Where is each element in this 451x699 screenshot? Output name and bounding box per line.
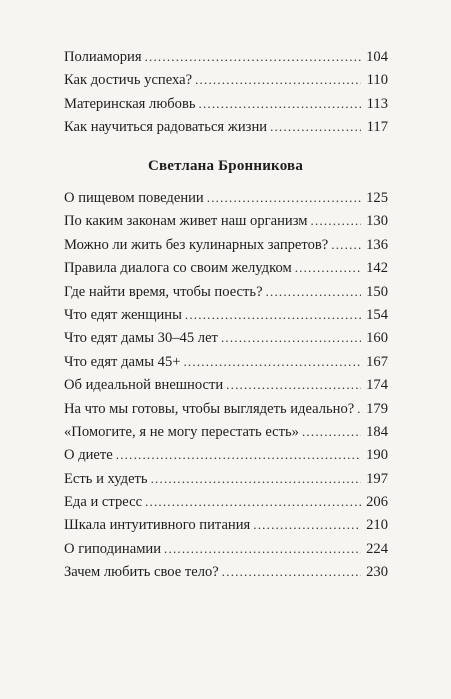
toc-entry-title: Как достичь успеха? — [64, 72, 193, 89]
toc-entry — [64, 467, 388, 490]
toc-entry-page-number: 125 — [366, 190, 388, 206]
toc-entry — [64, 490, 388, 513]
dot-leader — [199, 92, 362, 115]
toc-entry — [64, 537, 388, 560]
dot-leader — [207, 186, 361, 209]
dot-leader — [185, 303, 361, 326]
toc-entry-page-number: 197 — [366, 470, 388, 487]
toc-entry-title: «Помогите, я не могу перестать есть» — [64, 423, 299, 440]
dot-leader — [151, 467, 361, 490]
toc-entry-page-number: 184 — [366, 423, 388, 440]
toc-entry — [64, 280, 388, 303]
toc-entry — [64, 45, 388, 68]
toc-entry-title: Правила диалога со своим желудком — [64, 260, 292, 277]
toc-entry-page-number: 150 — [366, 283, 388, 300]
toc-entry-page-number: 167 — [366, 353, 388, 370]
toc-entry — [64, 303, 388, 326]
toc-entry — [64, 350, 388, 373]
dot-leader — [183, 350, 361, 373]
toc-entry — [64, 92, 388, 115]
toc-entry-title: Зачем любить свое тело? — [64, 564, 219, 581]
section-heading: Светлана Бронникова — [147, 158, 304, 174]
toc-entry-title: Об идеальной внешности — [64, 377, 224, 394]
toc-entry — [64, 397, 388, 420]
dot-leader — [221, 326, 361, 349]
toc-entry-title: Что едят дамы 30–45 лет — [64, 330, 218, 347]
toc-entry — [64, 326, 388, 349]
dot-leader — [253, 513, 361, 536]
toc-entry-title: Есть и худеть — [64, 470, 148, 487]
toc-entry — [64, 209, 388, 232]
toc-entry — [64, 233, 388, 256]
toc-entry-title: Полиамория — [64, 49, 142, 65]
toc-entry-page-number: 179 — [366, 400, 388, 417]
toc-entry-title: Шкала интуитивного питания — [64, 517, 251, 534]
dot-leader — [311, 209, 361, 232]
toc-entry-title: Где найти время, чтобы поесть? — [64, 283, 263, 300]
toc-entry-page-number: 154 — [366, 306, 388, 323]
dot-leader — [164, 537, 361, 560]
dot-leader — [226, 373, 361, 396]
toc-entry-title: Что едят дамы 45+ — [64, 353, 181, 370]
toc-top-list — [64, 45, 388, 139]
toc-entry-page-number: 190 — [366, 447, 388, 464]
dot-leader — [331, 233, 361, 256]
toc-entry-title: Можно ли жить без кулинарных запретов? — [64, 236, 329, 253]
toc-entry-page-number: 142 — [366, 260, 388, 277]
toc-entry-page-number: 130 — [366, 213, 388, 230]
toc-entry-page-number: 230 — [366, 564, 388, 581]
toc-entry-page-number: 224 — [366, 540, 388, 557]
dot-leader — [145, 45, 361, 68]
toc-entry-title: О пищевом поведении — [64, 190, 204, 206]
toc-entry — [64, 115, 388, 138]
dot-leader — [295, 256, 361, 279]
dot-leader — [270, 115, 361, 138]
toc-entry — [64, 68, 388, 91]
dot-leader — [222, 560, 361, 583]
toc-entry-title: Материнская любовь — [64, 95, 196, 112]
toc-entry-title: По каким законам живет наш организм — [64, 213, 308, 230]
toc-entry — [64, 256, 388, 279]
toc-entry-page-number: 113 — [366, 95, 388, 112]
toc-entry-page-number: 174 — [366, 377, 388, 394]
toc-entry-title: Как научиться радоваться жизни — [64, 119, 268, 136]
toc-entry-page-number: 104 — [366, 49, 388, 65]
toc-entry-page-number: 206 — [366, 494, 388, 511]
dot-leader — [302, 420, 361, 443]
toc-entry-page-number: 110 — [366, 72, 388, 89]
toc-entry-title: Еда и стресс — [64, 494, 143, 511]
toc-section-list — [64, 186, 388, 584]
dot-leader — [266, 280, 361, 303]
toc-entry-page-number: 160 — [366, 330, 388, 347]
toc-entry — [64, 420, 388, 443]
dot-leader — [195, 68, 361, 91]
toc-entry-title: На что мы готовы, чтобы выглядеть идеально? — [64, 400, 355, 417]
toc-entry-page-number: 136 — [366, 236, 388, 253]
toc-entry-page-number: 210 — [366, 517, 388, 534]
toc-entry-title: О диете — [64, 447, 113, 464]
dot-leader — [357, 397, 361, 420]
toc-entry-title: Что едят женщины — [64, 306, 182, 323]
toc-entry-page-number: 117 — [366, 119, 388, 136]
dot-leader — [116, 443, 361, 466]
dot-leader — [145, 490, 361, 513]
toc-entry — [64, 560, 388, 583]
toc-entry — [64, 373, 388, 396]
toc-entry-title: О гиподинамии — [64, 540, 162, 557]
toc-entry — [64, 513, 388, 536]
toc-entry — [64, 443, 388, 466]
toc-entry — [64, 186, 388, 209]
